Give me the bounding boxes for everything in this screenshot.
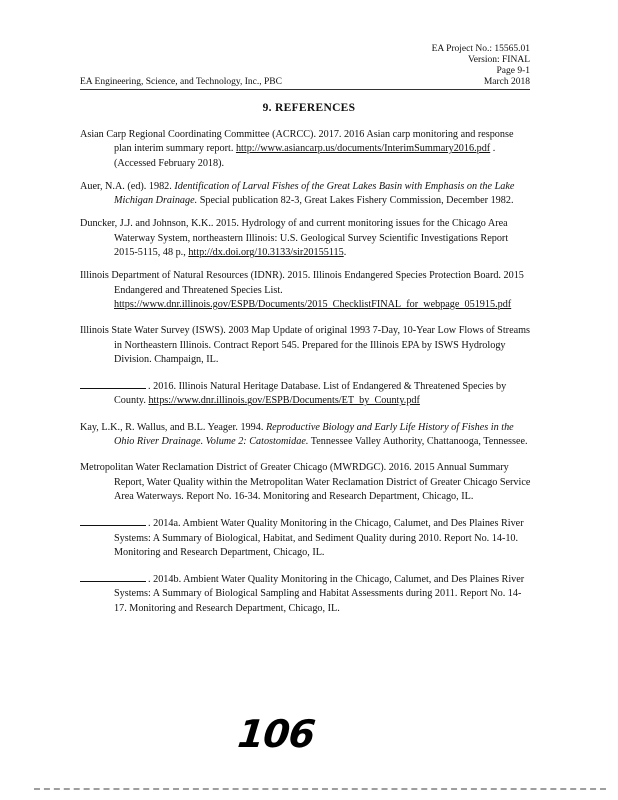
same-author-rule xyxy=(80,572,146,582)
reference-link[interactable]: http://www.asiancarp.us/documents/InterimSummary2016.pdf xyxy=(235,143,491,155)
scan-edge-strip xyxy=(34,788,606,793)
reference-text: Illinois State Water Survey (ISWS). 2003 Map Update of original 1993 7-Day, 10-Year Low Flows of Streams in Northeastern Illinois. Contract Report 545. Prepared for the Illinois EPA by ISWS Hydrology Division. Champaign, IL. xyxy=(80,325,531,365)
reference-duncker xyxy=(80,217,532,260)
header-page-number: Page 9-1 xyxy=(496,66,530,76)
reference-auer xyxy=(80,180,532,209)
reference-publisher: Special publication 82-3, Great Lakes Fishery Commission, December 1982. xyxy=(197,195,514,207)
reference-link[interactable]: https://www.dnr.illinois.gov/ESPB/Documents/ET_by_County.pdf xyxy=(148,395,420,407)
reference-text: Duncker, J.J. and Johnson, K.K.. 2015. Hydrology of and current monitoring issues for the Chicago Area Waterway System, northeastern Illinois: U.S. Geological Survey Scientific Investigations Report 2015-5115, 48 p., xyxy=(80,218,509,259)
header-project-no: EA Project No.: 15565.01 xyxy=(431,44,530,54)
reference-title: Identification of Larval Fishes of the Great Lakes Basin with Emphasis on the Lake Michigan Drainage. xyxy=(114,180,515,207)
reference-kay xyxy=(80,421,532,450)
section-heading: 9. REFERENCES xyxy=(262,102,356,114)
reference-title: Reproductive Biology and Early Life History of Fishes in the Ohio River Drainage. Volume 2: Catostomidae. xyxy=(114,421,514,448)
reference-acrcc xyxy=(80,128,532,171)
reference-authors: Auer, N.A. (ed). 1982. xyxy=(80,180,175,192)
reference-link[interactable]: https://www.dnr.illinois.gov/ESPB/Documents/2015_ChecklistFINAL_for_webpage_051915.pdf xyxy=(114,298,512,310)
reference-mwrdgc-2014b xyxy=(80,572,532,616)
reference-tail: . (Accessed February 2018). xyxy=(114,143,496,169)
reference-text: . 2014b. Ambient Water Quality Monitoring in the Chicago, Calumet, and Des Plaines River Systems: A Summary of Biological Sampling and Habitat Assessments during 2011. Report No. 14-17. Monitoring and Research Department, Chicago, IL. xyxy=(114,574,525,614)
reference-isws xyxy=(80,324,532,367)
header-version: Version: FINAL xyxy=(467,55,530,65)
reference-text: Metropolitan Water Reclamation District of Greater Chicago (MWRDGC). 2016. 2015 Annual Summary Report, Water Quality within the Metropolitan Water Reclamation District of Greater Chicago Service Area Waterways. Report No. 16-34. Monitoring and Research Department, Chicago, IL. xyxy=(80,462,531,502)
reference-idnr xyxy=(80,269,532,312)
reference-mwrdgc-2016 xyxy=(80,461,532,504)
reference-text: Illinois Department of Natural Resources (IDNR). 2015. Illinois Endangered Species Protection Board. 2015 Endangered and Threatened Species List. xyxy=(80,270,524,296)
reference-publisher: Tennessee Valley Authority, Chattanooga, Tennessee. xyxy=(308,436,528,448)
header-company: EA Engineering, Science, and Technology, Inc., PBC xyxy=(80,77,282,87)
same-author-rule xyxy=(80,379,146,389)
reference-text: . 2016. Illinois Natural Heritage Database. List of Endangered & Threatened Species by County. xyxy=(114,381,507,407)
reference-text: . 2014a. Ambient Water Quality Monitoring in the Chicago, Calumet, and Des Plaines River Systems: A Summary of Biological, Habitat, and Sediment Quality during 2010. Report No. 14-10. Monitoring and Research Department, Chicago, IL. xyxy=(114,518,524,558)
reference-tail: . xyxy=(343,247,347,259)
same-author-rule xyxy=(80,516,146,526)
reference-mwrdgc-2014a xyxy=(80,516,532,560)
reference-text: Asian Carp Regional Coordinating Committee (ACRCC). 2017. 2016 Asian carp monitoring and response plan interim summary report. xyxy=(80,129,514,155)
reference-link[interactable]: http://dx.doi.org/10.3133/sir20155115 xyxy=(188,247,344,259)
header-date: March 2018 xyxy=(483,77,530,87)
reference-authors: Kay, L.K., R. Wallus, and B.L. Yeager. 1994. xyxy=(80,421,266,433)
header-rule xyxy=(80,89,530,90)
reference-isws-2016 xyxy=(80,379,532,409)
reference-list xyxy=(80,128,532,625)
handwritten-page-number: 106 xyxy=(235,712,317,756)
